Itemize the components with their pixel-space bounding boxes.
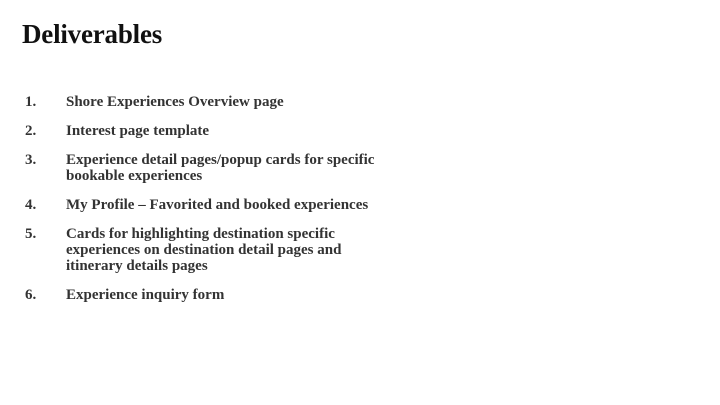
- list-item-number: 2.: [25, 123, 37, 139]
- list-item: [25, 226, 385, 274]
- list-item-text: My Profile – Favorited and booked experiences: [66, 197, 369, 213]
- list-item-number: 5.: [25, 226, 37, 242]
- list-item-text: Experience detail pages/popup cards for specific bookable experiences: [66, 152, 375, 184]
- list-item-text: Cards for highlighting destination specific experiences on destination detail pages and itinerary details pages: [66, 226, 342, 274]
- slide-title: Deliverables: [22, 19, 163, 49]
- list-item: [25, 197, 385, 213]
- list-item-text: Shore Experiences Overview page: [66, 94, 284, 110]
- list-item-number: 3.: [25, 152, 37, 168]
- list-item-number: 1.: [25, 94, 37, 110]
- list-item: [25, 94, 385, 110]
- list-item: [25, 123, 385, 139]
- list-item-text: Experience inquiry form: [66, 287, 225, 303]
- list-item-number: 4.: [25, 197, 37, 213]
- list-item-text: Interest page template: [66, 123, 210, 139]
- list-item: [25, 287, 385, 303]
- list-item: [25, 152, 385, 184]
- list-item-number: 6.: [25, 287, 37, 303]
- deliverables-list: [25, 94, 385, 316]
